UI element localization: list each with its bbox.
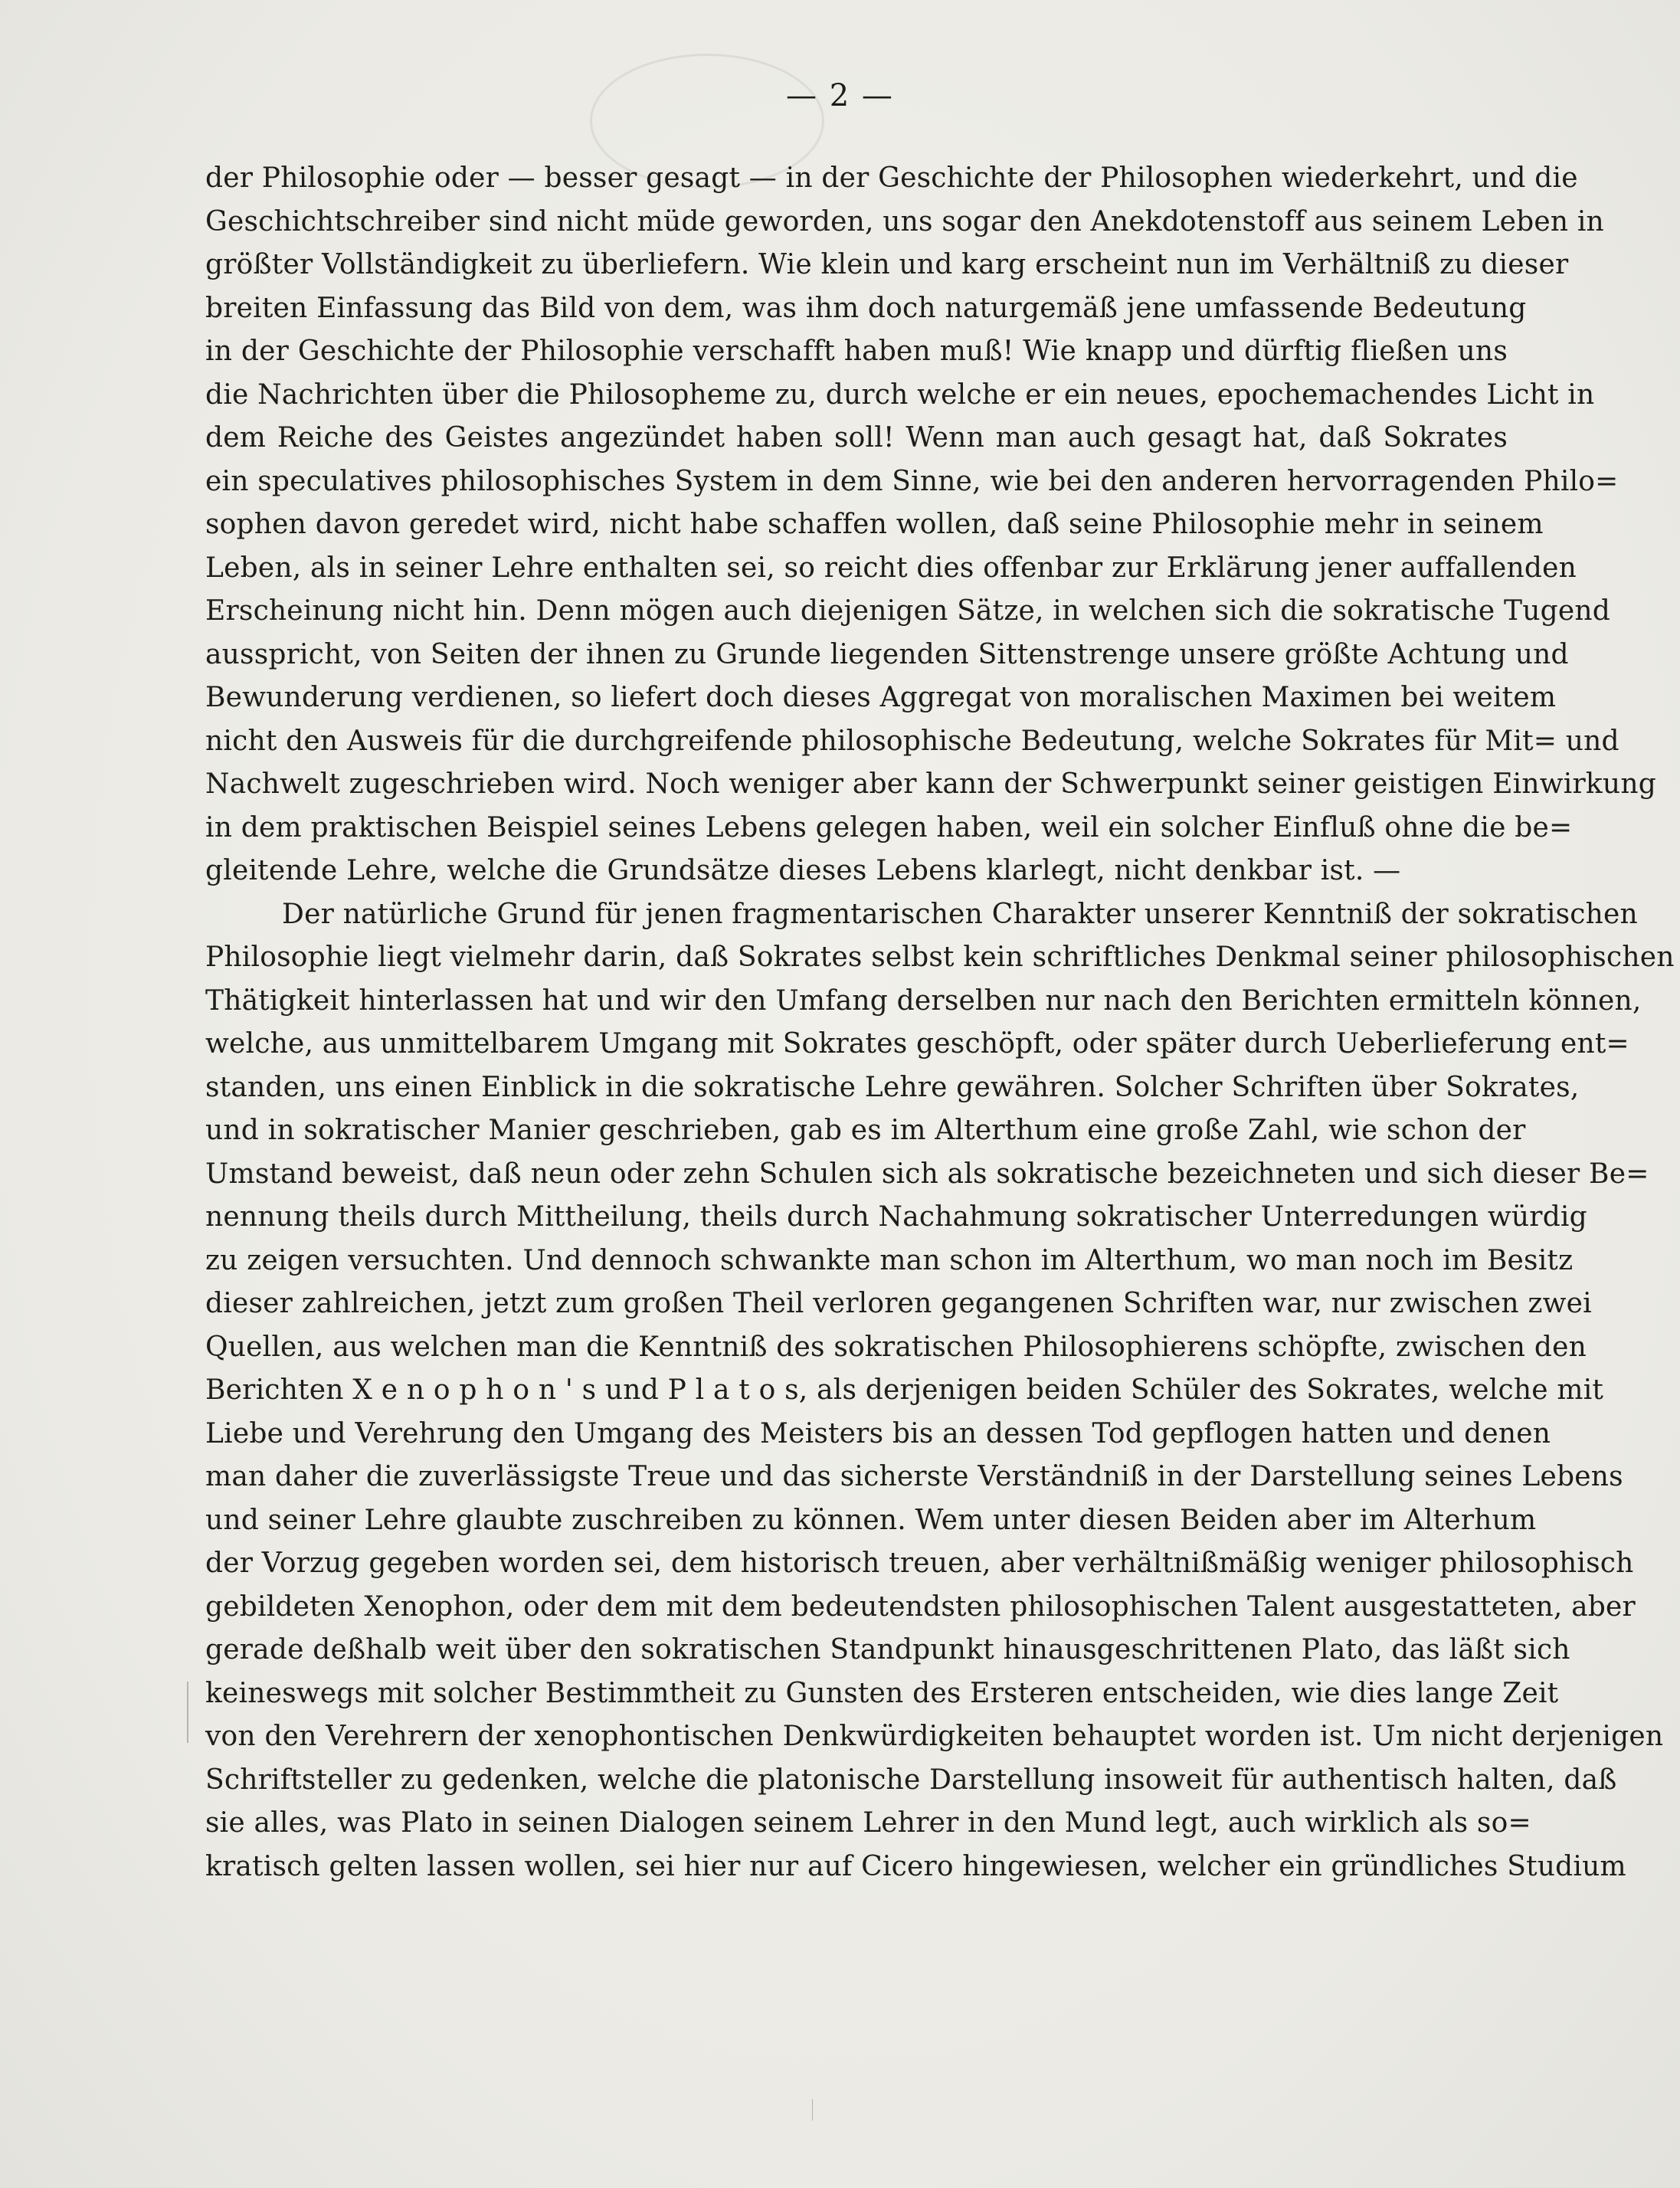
text-line: standen, uns einen Einblick in die sokratische Lehre gewähren. Solcher Schriften über Sokrates,	[205, 1071, 1580, 1103]
text-line: ausspricht, von Seiten der ihnen zu Grunde liegenden Sittenstrenge unsere größte Achtung und	[205, 638, 1569, 670]
text-line: der Vorzug gegeben worden sei, dem historisch treuen, aber verhältnißmäßig weniger philosophisch	[205, 1548, 1634, 1579]
text-line: und in sokratischer Manier geschrieben, gab es im Alterthum eine große Zahl, wie schon der	[205, 1115, 1526, 1146]
text-line: zu zeigen versuchten. Und dennoch schwankte man schon im Alterthum, wo man noch im Besitz	[205, 1244, 1574, 1276]
text-line: und seiner Lehre glaubte zuschreiben zu können. Wem unter diesen Beiden aber im Alterhum	[205, 1504, 1537, 1536]
text-line: Liebe und Verehrung den Umgang des Meisters bis an dessen Tod gepflogen hatten und denen	[205, 1417, 1551, 1449]
text-line: der Philosophie oder — besser gesagt — in der Geschichte der Philosophen wiederkehrt, und die	[205, 162, 1578, 194]
text-line: Leben, als in seiner Lehre enthalten sei, so reicht dies offenbar zur Erklärung jener auffallenden	[205, 552, 1577, 584]
text-line: Erscheinung nicht hin. Denn mögen auch diejenigen Sätze, in welchen sich die sokratische Tugend	[205, 595, 1610, 627]
page-number: — 2 —	[786, 78, 894, 113]
text-line: dieser zahlreichen, jetzt zum großen Theil verloren gegangenen Schriften war, nur zwischen zwei	[205, 1288, 1592, 1319]
text-line: dem Reiche des Geistes angezündet haben soll! Wenn man auch gesagt hat, daß Sokrates	[205, 422, 1508, 454]
text-line: gebildeten Xenophon, oder dem mit dem bedeutendsten philosophischen Talent ausgestatteten, aber	[205, 1590, 1636, 1623]
text-line: Der natürliche Grund für jenen fragmentarischen Charakter unserer Kenntniß der sokratischen	[282, 898, 1638, 930]
text-line: welche, aus unmittelbarem Umgang mit Sokrates geschöpft, oder später durch Ueberlieferung ent=	[205, 1028, 1629, 1060]
text-line: man daher die zuverlässigste Treue und das sicherste Verständniß in der Darstellung seines Lebens	[205, 1461, 1623, 1492]
text-line: in der Geschichte der Philosophie verschafft haben muß! Wie knapp und dürftig fließen uns	[205, 336, 1508, 367]
text-line: Quellen, aus welchen man die Kenntniß des sokratischen Philosophierens schöpfte, zwischen den	[205, 1331, 1587, 1363]
text-line: Schriftsteller zu gedenken, welche die platonische Darstellung insoweit für authentisch halten, daß	[205, 1764, 1617, 1796]
text-line: Nachwelt zugeschrieben wird. Noch weniger aber kann der Schwerpunkt seiner geistigen Einwirkung	[205, 768, 1656, 800]
text-line: größter Vollständigkeit zu überliefern. Wie klein und karg erscheint nun im Verhältniß zu dieser	[205, 249, 1569, 280]
text-line: Umstand beweist, daß neun oder zehn Schulen sich als sokratische bezeichneten und sich dieser Be=	[205, 1158, 1649, 1190]
text-line: keineswegs mit solcher Bestimmtheit zu Gunsten des Ersteren entscheiden, wie dies lange Zeit	[205, 1677, 1559, 1709]
text-line: Geschichtschreiber sind nicht müde geworden, uns sogar den Anekdotenstoff aus seinem Leben in	[205, 205, 1604, 237]
body-text	[205, 157, 1675, 1888]
text-line: gleitende Lehre, welche die Grundsätze dieses Lebens klarlegt, nicht denkbar ist. —	[205, 855, 1401, 886]
text-line: Berichten X e n o p h o n ' s und P l a t o s, als derjenigen beiden Schüler des Sokrates, welche mit	[205, 1374, 1604, 1406]
text-line: kratisch gelten lassen wollen, sei hier nur auf Cicero hingewiesen, welcher ein gründliches Studium	[205, 1850, 1626, 1882]
text-line: von den Verehrern der xenophontischen Denkwürdigkeiten behauptet worden ist. Um nicht derjenigen	[205, 1721, 1664, 1752]
text-line: nennung theils durch Mittheilung, theils durch Nachahmung sokratischer Unterredungen würdig	[205, 1201, 1587, 1233]
text-line: breiten Einfassung das Bild von dem, was ihm doch naturgemäß jene umfassende Bedeutung	[205, 292, 1527, 324]
text-line: sie alles, was Plato in seinen Dialogen seinem Lehrer in den Mund legt, auch wirklich als so=	[205, 1807, 1531, 1839]
text-line: nicht den Ausweis für die durchgreifende philosophische Bedeutung, welche Sokrates für Mit= und	[205, 725, 1619, 757]
margin-pencil-mark	[187, 1682, 188, 1743]
text-line: in dem praktischen Beispiel seines Lebens gelegen haben, weil ein solcher Einfluß ohne die be=	[205, 811, 1573, 843]
text-line: Thätigkeit hinterlassen hat und wir den Umfang derselben nur nach den Berichten ermitteln können,	[205, 984, 1642, 1017]
bottom-mark	[812, 2099, 813, 2121]
text-line: Philosophie liegt vielmehr darin, daß Sokrates selbst kein schriftliches Denkmal seiner philosophischen	[205, 942, 1675, 973]
text-line: ein speculatives philosophisches System in dem Sinne, wie bei den anderen hervorragenden Philo=	[205, 465, 1619, 497]
text-line: sophen davon geredet wird, nicht habe schaffen wollen, daß seine Philosophie mehr in seinem	[205, 509, 1544, 540]
text-line: gerade deßhalb weit über den sokratischen Standpunkt hinausgeschrittenen Plato, das läßt sich	[205, 1634, 1570, 1666]
text-line: Bewunderung verdienen, so liefert doch dieses Aggregat von moralischen Maximen bei weitem	[205, 682, 1557, 713]
text-line: die Nachrichten über die Philosopheme zu, durch welche er ein neues, epochemachendes Licht in	[205, 378, 1595, 411]
